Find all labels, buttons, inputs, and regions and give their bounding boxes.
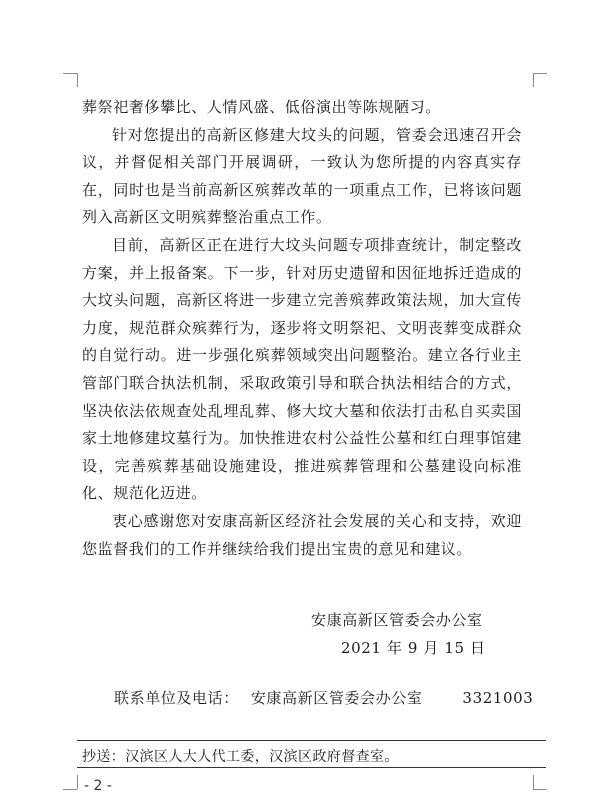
crop-mark-bottom-right xyxy=(533,775,534,789)
crop-mark-bottom-left xyxy=(63,789,77,790)
contact-organization: 安康高新区管委会办公室 xyxy=(250,689,423,707)
paragraph-thanks: 衷心感谢您对安康高新区经济社会发展的关心和支持，欢迎您监督我们的工作并继续给我们提出宝贵的意见和建议。 xyxy=(82,511,522,558)
contact-label: 联系单位及电话： xyxy=(114,689,239,707)
crop-mark-top-right xyxy=(533,73,547,74)
paragraph-measures: 目前，高新区正在进行大坟头问题专项排查统计，制定整改方案，并上报备案。下一步，针对历史遗留和因征地拆迁造成的大坟头问题，高新区将进一步建立完善殡葬政策法规，加大宣传力度，规范群众殡葬行为，逐步将文明祭祀、文明丧葬变成群众的自觉行动。进一步强化殡葬领域突出问题整治。建立各行业主管部门联合执法机制，采取政策引导和联合执法相结合的方式，坚决依法依规查处乱埋乱葬、修大坟大墓和依法打击私自买卖国家土地修建坟墓行为。加快推进农村公益性公墓和红白理事馆建设，完善殡葬基础设施建设，推进殡葬管理和公墓建设向标准化、规范化迈进。 xyxy=(82,235,522,503)
cc-line: 抄送：汉滨区人大人代工委，汉滨区政府督查室。 xyxy=(82,749,399,765)
signature-date: 2021 年 9 月 15 日 xyxy=(341,639,486,657)
contact-line xyxy=(114,687,533,708)
letter-body xyxy=(82,94,522,563)
cc-rule-bottom xyxy=(77,767,546,768)
crop-mark-bottom-right xyxy=(533,789,547,790)
contact-phone: 3321003 xyxy=(462,689,534,707)
crop-mark-top-right xyxy=(533,73,534,87)
paragraph-continuation: 葬祭祀奢侈攀比、人情风盛、低俗演出等陈规陋习。 xyxy=(82,98,441,116)
crop-mark-top-left xyxy=(63,73,77,74)
crop-mark-bottom-left xyxy=(77,775,78,789)
paragraph-response: 针对您提出的高新区修建大坟头的问题，管委会迅速召开会议，并督促相关部门开展调研，一致认为您所提的内容真实存在，同时也是当前高新区殡葬改革的一项重点工作，已将该问题列入高新区文明殡葬整治重点工作。 xyxy=(82,125,522,227)
cc-rule-top xyxy=(77,740,546,741)
page-number: - 2 - xyxy=(84,778,112,794)
crop-mark-top-left xyxy=(77,73,78,87)
signature-organization: 安康高新区管委会办公室 xyxy=(311,611,483,629)
